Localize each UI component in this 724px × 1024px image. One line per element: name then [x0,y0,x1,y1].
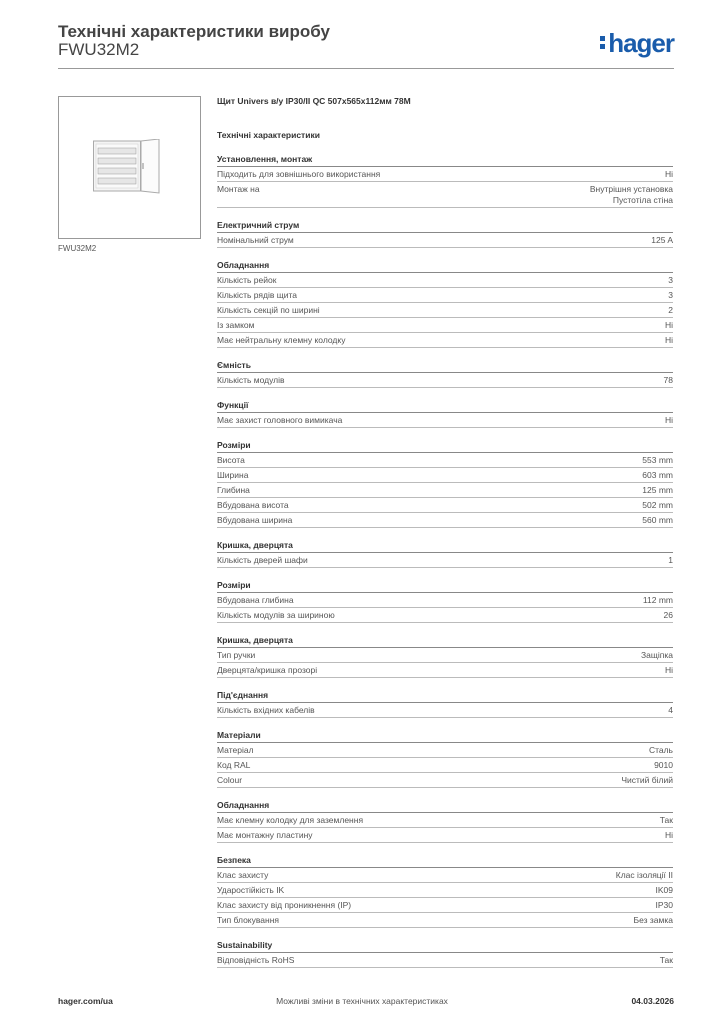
spec-row [217,318,673,333]
spec-label: Кількість дверей шафи [217,555,308,565]
spec-value-line: 9010 [654,760,673,770]
spec-section [217,400,673,428]
spec-value-line: Ні [664,415,673,425]
spec-row [217,813,673,828]
spec-row [217,743,673,758]
spec-value [665,320,673,331]
spec-value [641,650,673,661]
spec-section [217,360,673,388]
spec-label: Вбудована висота [217,500,289,510]
spec-value-line: 26 [663,610,673,620]
spec-value-line: Пустотіла стіна [612,195,673,205]
spec-row [217,828,673,843]
distribution-board-image [93,139,161,194]
spec-row [217,513,673,528]
spec-row [217,648,673,663]
section-title: Розміри [217,580,673,593]
spec-row [217,758,673,773]
spec-label: Має нейтральну клемну колодку [217,335,346,345]
spec-value-line: 2 [668,305,673,315]
spec-label: Має монтажну пластину [217,830,313,840]
spec-section [217,540,673,568]
spec-value-line: Ні [664,665,673,675]
spec-value-line: 3 [668,290,673,300]
spec-label: Клас захисту від проникнення (IP) [217,900,352,910]
spec-value-line: Так [659,955,673,965]
spec-value [634,915,673,926]
product-image-frame [58,96,201,239]
spec-value-line: 553 mm [642,455,673,465]
spec-label: Вбудована ширина [217,515,293,525]
spec-value [642,485,673,496]
spec-value [665,665,673,676]
spec-value [656,885,674,896]
spec-value [649,745,673,756]
spec-label: Кількість модулів [217,375,285,385]
spec-value [642,470,673,481]
spec-label: Тип ручки [217,650,256,660]
spec-value-line: Внутрішня установка [589,184,673,194]
spec-value [660,815,673,826]
spec-value-line: Клас ізоляції II [615,870,673,880]
spec-row [217,233,673,248]
spec-row [217,773,673,788]
spec-value-line: 125 A [651,235,673,245]
spec-label: Глибина [217,485,250,495]
spec-row [217,608,673,623]
section-title: Електричний струм [217,220,673,233]
header-divider [58,68,674,69]
spec-value [642,515,673,526]
spec-value-line: Сталь [648,745,673,755]
spec-row [217,273,673,288]
spec-label: Клас захисту [217,870,269,880]
spec-value-line: 502 mm [642,500,673,510]
spec-section [217,580,673,623]
section-title: Безпека [217,855,673,868]
spec-value [668,290,673,301]
spec-value [668,705,673,716]
spec-label: Вбудована глибина [217,595,294,605]
spec-value-line: IP30 [655,900,673,910]
spec-row [217,167,673,182]
section-title: Функції [217,400,673,413]
spec-label: Кількість рядів щита [217,290,297,300]
spec-label: Має захист головного вимикача [217,415,343,425]
section-title: Розміри [217,440,673,453]
spec-row [217,498,673,513]
spec-row [217,453,673,468]
section-title: Ємність [217,360,673,373]
product-code-heading: FWU32M2 [58,40,140,59]
spec-value [642,455,673,466]
spec-value-line: 603 mm [642,470,673,480]
spec-value [654,760,673,771]
spec-value-line: Так [659,815,673,825]
spec-value-line: Ні [664,320,673,330]
spec-label: Матеріал [217,745,254,755]
spec-row [217,303,673,318]
spec-label: Тип блокування [217,915,280,925]
spec-label: Код RAL [217,760,251,770]
spec-section [217,220,673,248]
spec-value [656,900,674,911]
spec-label: Підходить для зовнішнього використання [217,169,381,179]
spec-label: Ширина [217,470,249,480]
spec-label: Кількість секцій по ширині [217,305,320,315]
spec-value [642,500,673,511]
spec-row [217,483,673,498]
spec-value [664,375,673,386]
spec-value [665,335,673,346]
spec-label: Дверцята/кришка прозорі [217,665,318,675]
spec-value-line: 125 mm [642,485,673,495]
section-title: Матеріали [217,730,673,743]
spec-row [217,333,673,348]
section-title: Установлення, монтаж [217,154,673,167]
section-title: Sustainability [217,940,673,953]
spec-section [217,730,673,788]
spec-row [217,553,673,568]
spec-value-line: 1 [668,555,673,565]
spec-row [217,288,673,303]
spec-value [643,595,673,606]
page-title: Технічні характеристики виробу [58,22,330,41]
spec-label: Із замком [217,320,255,330]
spec-value [651,235,673,246]
spec-value-line: Без замка [633,915,673,925]
spec-value-line: Ні [664,830,673,840]
spec-section [217,154,673,208]
spec-label: Colour [217,775,243,785]
spec-label: Відповідність RoHS [217,955,295,965]
spec-value-line: 3 [668,275,673,285]
spec-section [217,635,673,678]
section-title: Під'єднання [217,690,673,703]
spec-row [217,898,673,913]
spec-value [665,415,673,426]
spec-value [660,955,673,966]
spec-row [217,413,673,428]
spec-label: Має клемну колодку для заземлення [217,815,364,825]
spec-value-line: IK09 [655,885,673,895]
spec-section [217,800,673,843]
spec-value [668,275,673,286]
product-image-caption: FWU32M2 [58,244,97,253]
spec-row [217,663,673,678]
spec-row [217,703,673,718]
spec-section [217,855,673,928]
hager-logo[interactable] [600,28,674,59]
spec-value [664,610,673,621]
spec-row [217,868,673,883]
logo-dots-icon [600,33,606,52]
footer-website-link[interactable]: hager.com/ua [58,996,113,1006]
logo-text: hager [608,28,674,58]
product-name: Щит Univers в/у IP30/II QC 507x565x112мм 78M [217,96,411,106]
spec-label: Кількість вхідних кабелів [217,705,315,715]
spec-value-line: Ні [664,335,673,345]
tech-specs-title: Технічні характеристики [217,130,320,140]
spec-label: Ударостійкість IK [217,885,285,895]
spec-value-line: 78 [663,375,673,385]
section-title: Кришка, дверцята [217,540,673,553]
spec-row [217,913,673,928]
spec-value [668,305,673,316]
section-title: Кришка, дверцята [217,635,673,648]
spec-row [217,593,673,608]
spec-value-line: Защіпка [641,650,673,660]
spec-section [217,260,673,348]
spec-content [217,96,673,968]
spec-value-line: Ні [664,169,673,179]
spec-value-line: 560 mm [642,515,673,525]
spec-value [668,555,673,566]
spec-value [665,830,673,841]
spec-section [217,940,673,968]
section-title: Обладнання [217,800,673,813]
spec-value-line: 112 mm [642,595,673,605]
section-title: Обладнання [217,260,673,273]
spec-value [621,775,673,786]
footer-note: Можливі зміни в технічних характеристиках [276,996,448,1006]
footer-date: 04.03.2026 [631,996,674,1006]
spec-value-line: Чистий білий [621,775,673,785]
spec-row [217,468,673,483]
spec-value [616,870,673,881]
spec-row [217,953,673,968]
spec-section [217,440,673,528]
spec-row [217,182,673,208]
spec-row [217,883,673,898]
spec-section [217,690,673,718]
spec-label: Висота [217,455,245,465]
spec-value [665,169,673,180]
spec-label: Кількість модулів за шириною [217,610,335,620]
spec-value [590,184,673,206]
spec-label: Кількість рейок [217,275,277,285]
spec-label: Номінальний струм [217,235,294,245]
spec-row [217,373,673,388]
spec-value-line: 4 [668,705,673,715]
spec-label: Монтаж на [217,184,260,194]
spec-sections [217,154,673,968]
